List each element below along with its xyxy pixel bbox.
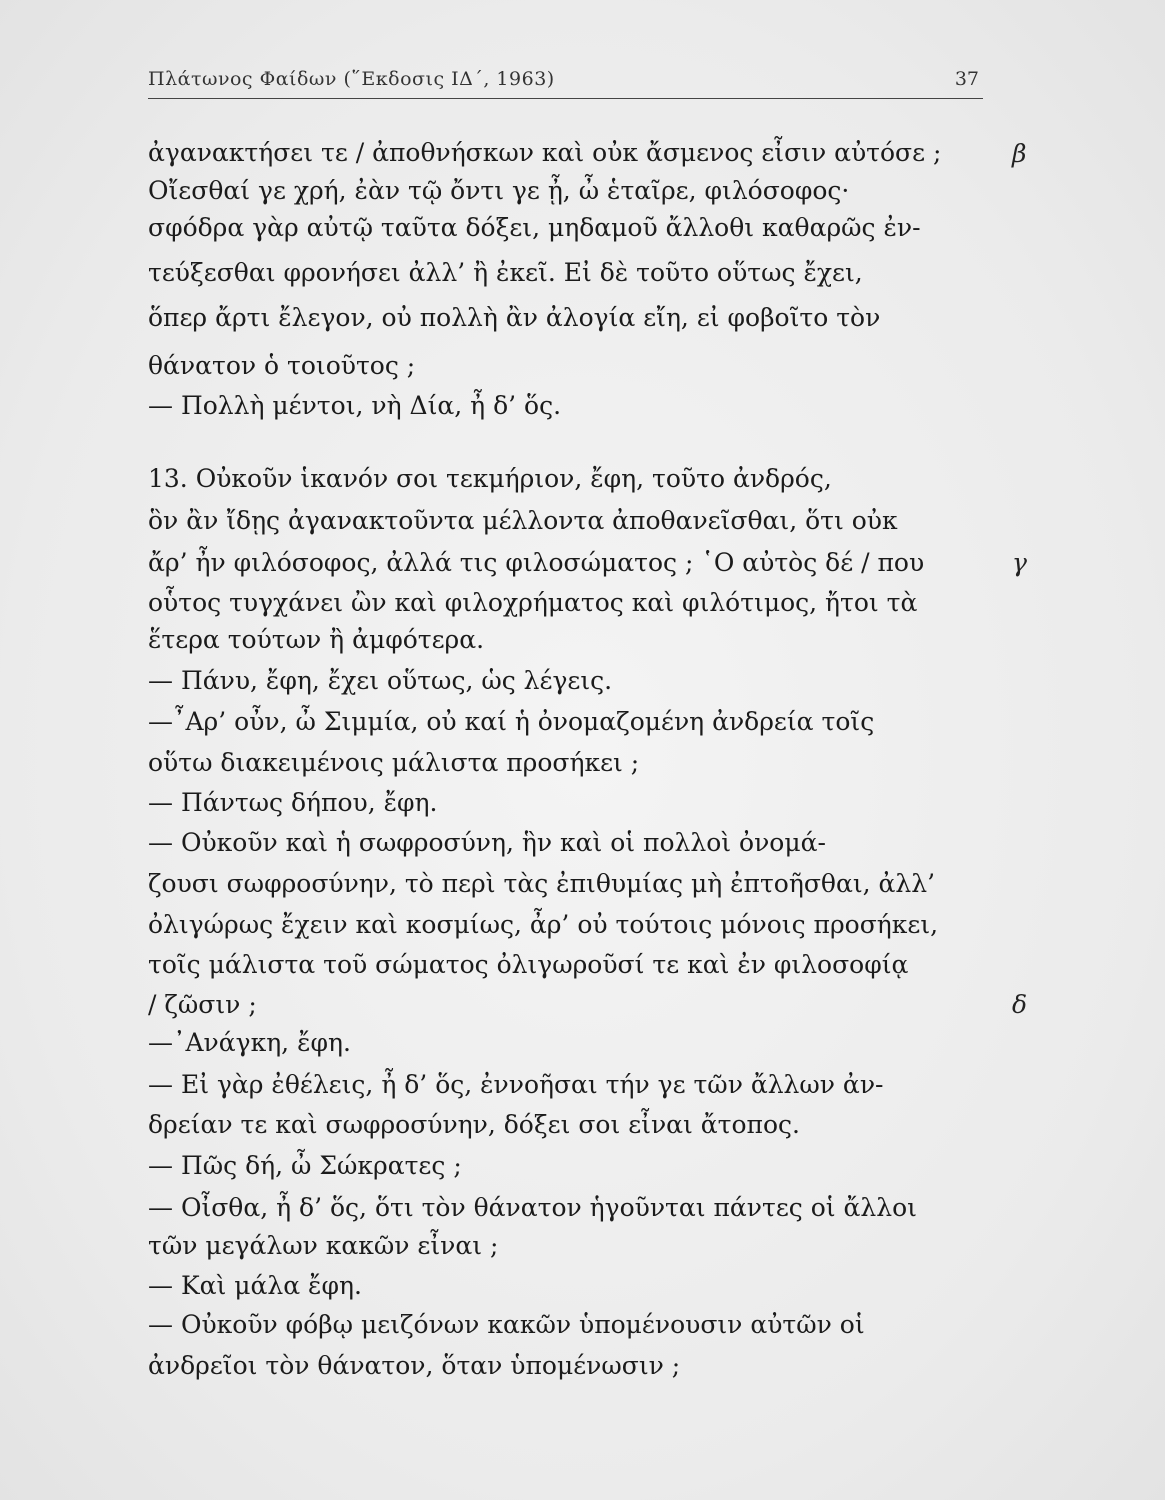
text-line: θάνατον ὁ τοιοῦτος ;	[148, 351, 416, 380]
running-title: Πλάτωνος Φαίδων (῞Εκδοσις ΙΔ΄, 1963)	[148, 68, 555, 90]
text-line: ὅπερ ἄρτι ἔλεγον, οὐ πολλὴ ἂν ἀλογία εἴη, εἰ φοβοῖτο τὸν	[148, 303, 881, 332]
text-line: ἀνδρεῖοι τὸν θάνατον, ὅταν ὑπομένωσιν ;	[148, 1351, 681, 1380]
text-line: τοῖς μάλιστα τοῦ σώματος ὀλιγωροῦσί τε καὶ ἐν φιλοσοφίᾳ	[148, 950, 909, 979]
text-line: ἕτερα τούτων ἢ ἀμφότερα.	[148, 625, 485, 654]
margin-section-marker: γ	[1012, 548, 1027, 577]
text-line: — Οὐκοῦν φόβῳ μειζόνων κακῶν ὑπομένουσιν αὐτῶν οἱ	[148, 1310, 865, 1339]
margin-section-marker: β	[1012, 139, 1027, 168]
text-line: — Εἰ γὰρ ἐθέλεις, ἦ δ’ ὅς, ἐννοῆσαι τήν γε τῶν ἄλλων ἀν-	[148, 1070, 884, 1099]
text-line: — Οὐκοῦν καὶ ἡ σωφροσύνη, ἣν καὶ οἱ πολλοὶ ὀνομά-	[148, 828, 826, 857]
text-line: ἄρ’ ἦν φιλόσοφος, ἀλλά τις φιλοσώματος ; ῾Ο αὐτὸς δέ / που	[148, 548, 925, 577]
text-line: οὗτος τυγχάνει ὢν καὶ φιλοχρήματος καὶ φιλότιμος, ἤτοι τὰ	[148, 588, 918, 617]
text-line: — Καὶ μάλα ἔφη.	[148, 1271, 362, 1300]
text-line: ζουσι σωφροσύνην, τὸ περὶ τὰς ἐπιθυμίας μὴ ἐπτοῆσθαι, ἀλλ’	[148, 869, 936, 898]
text-line: Οἴεσθαί γε χρή, ἐὰν τῷ ὄντι γε ᾖ, ὦ ἑταῖρε, φιλόσοφος·	[148, 176, 850, 205]
text-line: —᾿Ανάγκη, ἔφη.	[148, 1028, 351, 1057]
text-line: τεύξεσθαι φρονήσει ἀλλ’ ἢ ἐκεῖ. Εἰ δὲ τοῦτο οὕτως ἔχει,	[148, 258, 863, 287]
margin-section-marker: δ	[1012, 990, 1028, 1019]
text-line: οὕτω διακειμένοις μάλιστα προσήκει ;	[148, 748, 640, 777]
text-line: ὃν ἂν ἴδῃς ἀγανακτοῦντα μέλλοντα ἀποθανεῖσθαι, ὅτι οὐκ	[148, 506, 898, 535]
text-line: — Πολλὴ μέντοι, νὴ Δία, ἦ δ’ ὅς.	[148, 391, 562, 420]
text-line: — Πάντως δήπου, ἔφη.	[148, 788, 438, 817]
text-line: — Οἶσθα, ἦ δ’ ὅς, ὅτι τὸν θάνατον ἡγοῦνται πάντες οἱ ἄλλοι	[148, 1193, 917, 1222]
text-line: σφόδρα γὰρ αὐτῷ ταῦτα δόξει, μηδαμοῦ ἄλλοθι καθαρῶς ἐν-	[148, 213, 921, 242]
text-line: δρείαν τε καὶ σωφροσύνην, δόξει σοι εἶναι ἄτοπος.	[148, 1110, 800, 1139]
text-line: / ζῶσιν ;	[148, 990, 257, 1019]
text-line: τῶν μεγάλων κακῶν εἶναι ;	[148, 1231, 499, 1260]
page-number: 37	[954, 68, 979, 90]
text-line: —῏Αρ’ οὖν, ὦ Σιμμία, οὐ καί ἡ ὀνομαζομένη ἀνδρεία τοῖς	[148, 707, 875, 736]
text-line: — Πῶς δή, ὦ Σώκρατες ;	[148, 1151, 462, 1180]
text-line: ὀλιγώρως ἔχειν καὶ κοσμίως, ἆρ’ οὐ τούτοις μόνοις προσήκει,	[148, 910, 939, 939]
text-line: — Πάνυ, ἔφη, ἔχει οὕτως, ὡς λέγεις.	[148, 666, 613, 695]
paragraph-start-line: 13. Οὐκοῦν ἱκανόν σοι τεκμήριον, ἔφη, τοῦτο ἀνδρός,	[148, 464, 832, 493]
text-line: ἀγανακτήσει τε / ἀποθνήσκων καὶ οὐκ ἄσμενος εἶσιν αὐτόσε ;	[148, 138, 942, 167]
running-header	[148, 68, 983, 99]
